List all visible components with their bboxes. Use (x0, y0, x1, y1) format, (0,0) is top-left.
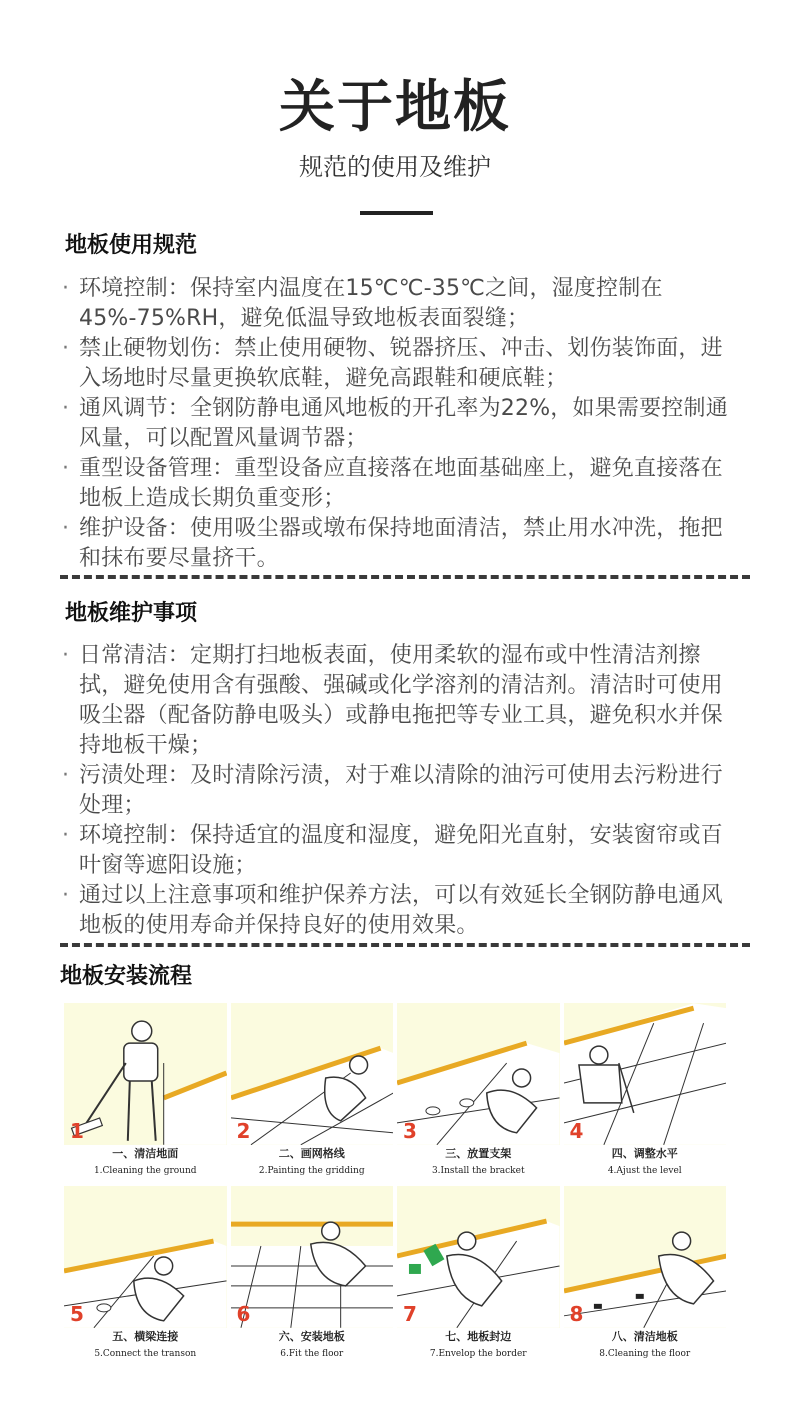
step-label-en: 3.Install the bracket (431, 1166, 525, 1176)
install-step-4 (564, 1003, 727, 1182)
maintenance-item-text: 环境控制：保持适宜的温度和湿度，避免阳光直射，安装窗帘或百叶窗等遮阳设施； (79, 823, 723, 878)
worker-drawing-grid-icon (231, 1003, 394, 1145)
usage-item-text: 通风调节：全钢防静电通风地板的开孔率为22%，如果需要控制通风量，可以配置风量调节器； (79, 396, 728, 451)
usage-item-text: 维护设备：使用吸尘器或墩布保持地面清洁，禁止用水冲洗，拖把和抹布要尽量挤干。 (79, 516, 723, 571)
bullet: · (62, 336, 70, 361)
step-label-en: 2.Painting the gridding (258, 1166, 365, 1176)
title-underline (360, 211, 433, 215)
bullet: · (62, 516, 70, 541)
step-label-en: 5.Connect the transon (94, 1349, 197, 1359)
install-step-5 (64, 1186, 227, 1365)
worker-fitting-floor-icon (231, 1186, 394, 1328)
worker-cleaning-floor-icon (564, 1186, 727, 1328)
install-step-6 (231, 1186, 394, 1365)
step-label-cn: 六、安装地板 (278, 1330, 345, 1343)
install-step-7 (397, 1186, 560, 1365)
bullet: · (62, 823, 70, 848)
worker-adjusting-level-icon (564, 1003, 727, 1145)
install-step-3 (397, 1003, 560, 1182)
usage-item (60, 334, 740, 394)
step-number: 6 (236, 1302, 251, 1326)
section-divider (60, 575, 750, 579)
step-number: 5 (70, 1302, 84, 1326)
step-number: 1 (70, 1119, 84, 1143)
worker-placing-bracket-icon (397, 1003, 560, 1145)
maintenance-item (60, 821, 740, 881)
maintenance-list (60, 641, 740, 941)
install-heading: 地板安装流程 (60, 964, 193, 989)
step-label-en: 8.Cleaning the floor (599, 1349, 691, 1359)
step-label-cn: 八、清洁地板 (611, 1330, 678, 1343)
maintenance-item (60, 761, 740, 821)
maintenance-item (60, 641, 740, 761)
bullet: · (62, 276, 70, 301)
page-subtitle: 规范的使用及维护 (299, 153, 491, 181)
step-number: 4 (569, 1119, 584, 1143)
step-label-en: 6.Fit the floor (280, 1349, 344, 1359)
bullet: · (62, 456, 70, 481)
bullet: · (62, 643, 70, 668)
usage-item-text: 环境控制：保持室内温度在15℃℃-35℃之间，湿度控制在45%-75%RH，避免低温导致地板表面裂缝； (79, 276, 663, 331)
worker-enveloping-border-icon (397, 1186, 560, 1328)
maintenance-heading: 地板维护事项 (65, 601, 198, 626)
usage-item (60, 454, 740, 514)
usage-item (60, 394, 740, 454)
worker-connecting-transon-icon (64, 1186, 227, 1328)
usage-item-text: 重型设备管理：重型设备应直接落在地面基础座上，避免直接落在地板上造成长期负重变形； (79, 456, 723, 511)
step-number: 2 (236, 1119, 251, 1143)
maintenance-item-text: 污渍处理：及时清除污渍，对于难以清除的油污可使用去污粉进行处理； (79, 763, 723, 818)
usage-list (60, 274, 740, 574)
install-flow-grid (64, 1003, 726, 1365)
bullet: · (62, 763, 70, 788)
step-label-cn: 二、画网格线 (278, 1147, 345, 1160)
usage-item (60, 514, 740, 574)
install-step-8 (564, 1186, 727, 1365)
step-label-cn: 一、清洁地面 (112, 1147, 179, 1160)
usage-item (60, 274, 740, 334)
maintenance-item-text: 通过以上注意事项和维护保养方法，可以有效延长全钢防静电通风地板的使用寿命并保持良好的使用效果。 (79, 883, 723, 938)
step-label-cn: 三、放置支架 (445, 1147, 512, 1160)
usage-heading: 地板使用规范 (65, 233, 198, 258)
step-label-en: 4.Ajust the level (607, 1166, 682, 1176)
step-label-cn: 四、调整水平 (611, 1147, 678, 1160)
install-step-1 (64, 1003, 227, 1182)
usage-item-text: 禁止硬物划伤：禁止使用硬物、锐器挤压、冲击、划伤装饰面，进入场地时尽量更换软底鞋，避免高跟鞋和硬底鞋； (79, 336, 723, 391)
step-number: 3 (403, 1119, 417, 1143)
section-divider (60, 943, 750, 947)
step-label-en: 7.Envelop the border (429, 1349, 527, 1359)
step-label-cn: 七、地板封边 (445, 1330, 512, 1343)
maintenance-item-text: 日常清洁：定期打扫地板表面，使用柔软的湿布或中性清洁剂擦拭，避免使用含有强酸、强碱或化学溶剂的清洁剂。清洁时可使用吸尘器（配备防静电吸头）或静电拖把等专业工具，避免积水并保持地板干燥； (79, 643, 723, 758)
bullet: · (62, 883, 70, 908)
worker-cleaning-ground-icon (64, 1003, 227, 1145)
step-label-en: 1.Cleaning the ground (93, 1166, 197, 1176)
bullet: · (62, 396, 70, 421)
maintenance-item (60, 881, 740, 941)
install-step-2 (231, 1003, 394, 1182)
page-title: 关于地板 (279, 75, 511, 140)
step-label-cn: 五、横梁连接 (112, 1330, 179, 1343)
step-number: 7 (403, 1302, 417, 1326)
step-number: 8 (569, 1302, 584, 1326)
